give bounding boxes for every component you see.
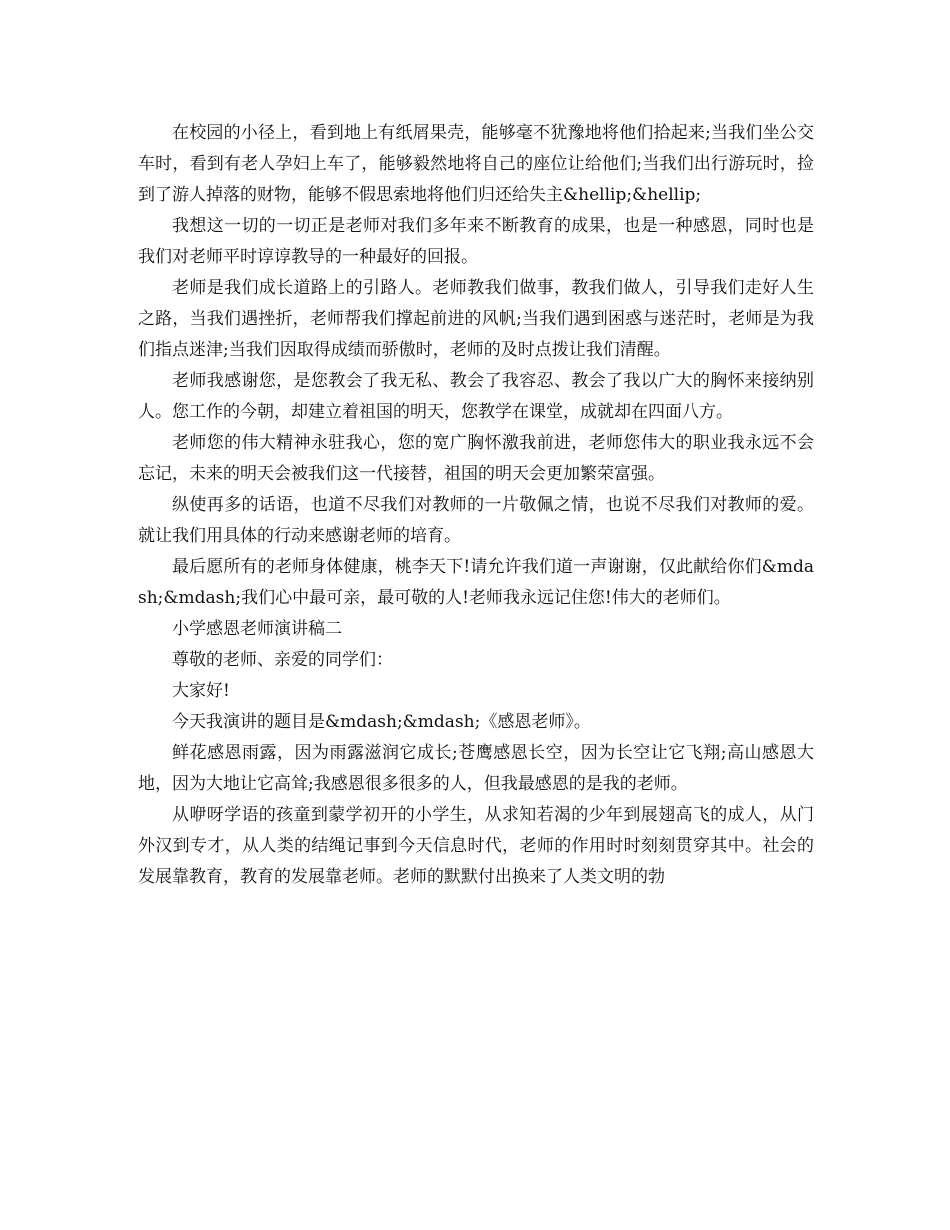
paragraph-teacher-role: 从咿呀学语的孩童到蒙学初开的小学生，从求知若渴的少年到展翅高飞的成人，从门外汉到专才，从人类的结绳记事到今天信息时代，老师的作用时时刻刻贯穿其中。社会的发展靠教育，教育的发展靠老师。老师的默默付出换来了人类文明的勃	[138, 805, 814, 887]
paragraph-words-respect: 纵使再多的话语，也道不尽我们对教师的一片敬佩之情，也说不尽我们对教师的爱。就让我们用具体的行动来感谢老师的培育。	[138, 495, 814, 546]
document-body	[138, 118, 814, 893]
speech-topic: 今天我演讲的题目是&mdash;&mdash;《感恩老师》。	[172, 712, 591, 732]
paragraph-litter-seat-lost-property: 在校园的小径上，看到地上有纸屑果壳，能够毫不犹豫地将他们拾起来;当我们坐公交车时，看到有老人孕妇上车了，能够毅然地将自己的座位让给他们;当我们出行游玩时，捡到了游人掉落的财物，能够不假思索地将他们归还给失主&hellip;&hellip;	[138, 123, 814, 205]
paragraph-education-results: 我想这一切的一切正是老师对我们多年来不断教育的成果，也是一种感恩，同时也是我们对老师平时谆谆教导的一种最好的回报。	[138, 216, 814, 267]
paragraph-closing-wishes: 最后愿所有的老师身体健康，桃李天下!请允许我们道一声谢谢，仅此献给你们&mdash;&mdash;我们心中最可亲，最可敬的人!老师我永远记住您!伟大的老师们。	[138, 557, 814, 608]
paragraph-great-spirit: 老师您的伟大精神永驻我心，您的宽广胸怀激我前进，老师您伟大的职业我永远不会忘记，未来的明天会被我们这一代接替，祖国的明天会更加繁荣富强。	[138, 433, 814, 484]
greeting: 大家好!	[172, 681, 230, 701]
paragraph-thank-you-teacher: 老师我感谢您，是您教会了我无私、教会了我容忍、教会了我以广大的胸怀来接纳别人。您工作的今朝，却建立着祖国的明天，您教学在课堂，成就却在四面八方。	[138, 371, 814, 422]
salutation: 尊敬的老师、亲爱的同学们：	[172, 650, 393, 670]
paragraph-gratitude-nature: 鲜花感恩雨露，因为雨露滋润它成长;苍鹰感恩长空，因为长空让它飞翔;高山感恩大地，因为大地让它高耸;我感恩很多很多的人，但我最感恩的是我的老师。	[138, 743, 814, 794]
paragraph-teacher-guide: 老师是我们成长道路上的引路人。老师教我们做事，教我们做人，引导我们走好人生之路，当我们遇挫折，老师帮我们撑起前进的风帆;当我们遇到困惑与迷茫时，老师是为我们指点迷津;当我们因取得成绩而骄傲时，老师的及时点拨让我们清醒。	[138, 278, 814, 360]
section-title-speech-two: 小学感恩老师演讲稿二	[172, 619, 342, 639]
